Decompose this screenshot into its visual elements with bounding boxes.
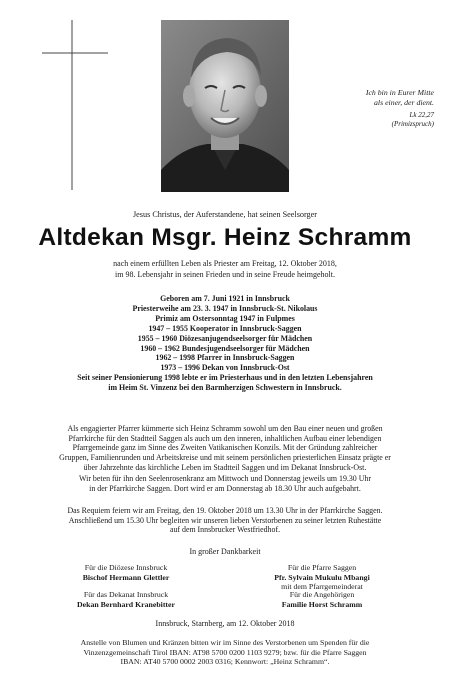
biography: [18, 294, 432, 393]
signatory-family: Für die Angehörigen Familie Horst Schramm: [281, 590, 363, 609]
rosary-paragraph: Wir beten für ihn den Seelenrosenkranz am Mittwoch und Donnerstag jeweils um 19.30 Uhr in der Pfarrkirche Saggen. Dort wird er am Donnerstag ab 18.30 Uhr auch aufgebahrt.: [79, 474, 371, 493]
death-announcement: nach einem erfüllten Leben als Priester am Freitag, 12. Oktober 2018, im 98. Lebensjahr in seinen Frieden und in seine Freude heimgeholt.: [113, 259, 337, 279]
cross-icon: [42, 20, 108, 190]
motto: [318, 88, 434, 129]
motto-line: Ich bin in Eurer Mitte: [365, 88, 434, 97]
place-date: Innsbruck, Starnberg, am 12. Oktober 2018: [155, 619, 295, 628]
donation-note: Anstelle von Blumen und Kränzen bitten wir im Sinne des Verstorbenen um Spenden für die Vinzenzgemeinschaft Tirol IBAN: AT98 5700 0200 1103 9279; bzw. für die Pfarre Saggen IBAN: AT40 5700 0002 2003 0316; Kennwort: „Heinz Schramm“.: [80, 638, 370, 667]
thanks-line: In großer Dankbarkeit: [189, 547, 261, 556]
bio-line: 1947 – 1955 Kooperator in Innsbruck-Saggen: [148, 323, 302, 333]
motto-reference: Lk 22,27 (Primizspruch): [391, 111, 434, 128]
portrait-photo: [161, 20, 289, 192]
bio-line: Primiz am Ostersonntag 1947 in Fulpmes: [155, 313, 295, 323]
bio-line: Seit seiner Pensionierung 1998 lebte er im Priesterhaus und in den letzten Lebensjahren: [77, 373, 373, 383]
deceased-name: Altdekan Msgr. Heinz Schramm: [38, 224, 412, 251]
bio-line: Geboren am 7. Juni 1921 in Innsbruck: [160, 294, 290, 303]
requiem-paragraph: Das Requiem feiern wir am Freitag, den 19. Oktober 2018 um 13.30 Uhr in der Pfarrkirche Saggen. Anschließend um 15.30 Uhr begleiten wir unseren lieben Verstorbenen zu seiner letzten Ruhestätte auf dem Innsbrucker Westfriedhof.: [67, 506, 383, 535]
intro-line: Jesus Christus, der Auferstandene, hat seinen Seelsorger: [132, 210, 318, 219]
bio-line: 1955 – 1960 Diözesanjugendseelsorger für Mädchen: [137, 333, 313, 343]
bio-line: im Heim St. Vinzenz bei den Barmherzigen Schwestern in Innsbruck.: [108, 383, 342, 393]
signatory-deanery: Für das Dekanat Innsbruck Dekan Bernhard Kranebitter: [77, 590, 175, 609]
bio-line: Priesterweihe am 23. 3. 1947 in Innsbruck-St. Nikolaus: [132, 303, 318, 313]
motto-line: als einer, der dient.: [374, 98, 434, 107]
bio-line: 1973 – 1996 Dekan von Innsbruck-Ost: [160, 363, 290, 373]
tribute-paragraph: Als engagierter Pfarrer kümmerte sich Heinz Schramm sowohl um den Bau einer neuen und großen Pfarrkirche für den Stadtteil Saggen als auch um den inneren, inhaltlichen Aufbau einer lebendigen Pfarrgemeinde ganz im Sinne des Zweiten Vatikanischen Konzils. Mit der Gründung zahlreicher Gruppen, Familienrunden und Arbeitskreise und mit seinem persönlichen priesterlichen Einsatz prägte er über Jahrzehnte das kirchliche Leben im Stadtteil Saggen und im Dekanat Innsbruck-Ost.: [59, 424, 391, 472]
signatory-diocese: Für die Diözese Innsbruck Bischof Hermann Glettler: [82, 563, 170, 582]
bio-line: 1962 – 1998 Pfarrer in Innsbruck-Saggen: [155, 353, 295, 363]
signatory-parish: Für die Pfarre Saggen Pfr. Sylvain Mukulu Mbangi mit dem Pfarrgemeinderat: [274, 563, 370, 592]
bio-line: 1960 – 1962 Bundesjugendseelsorger für Mädchen: [140, 343, 310, 353]
